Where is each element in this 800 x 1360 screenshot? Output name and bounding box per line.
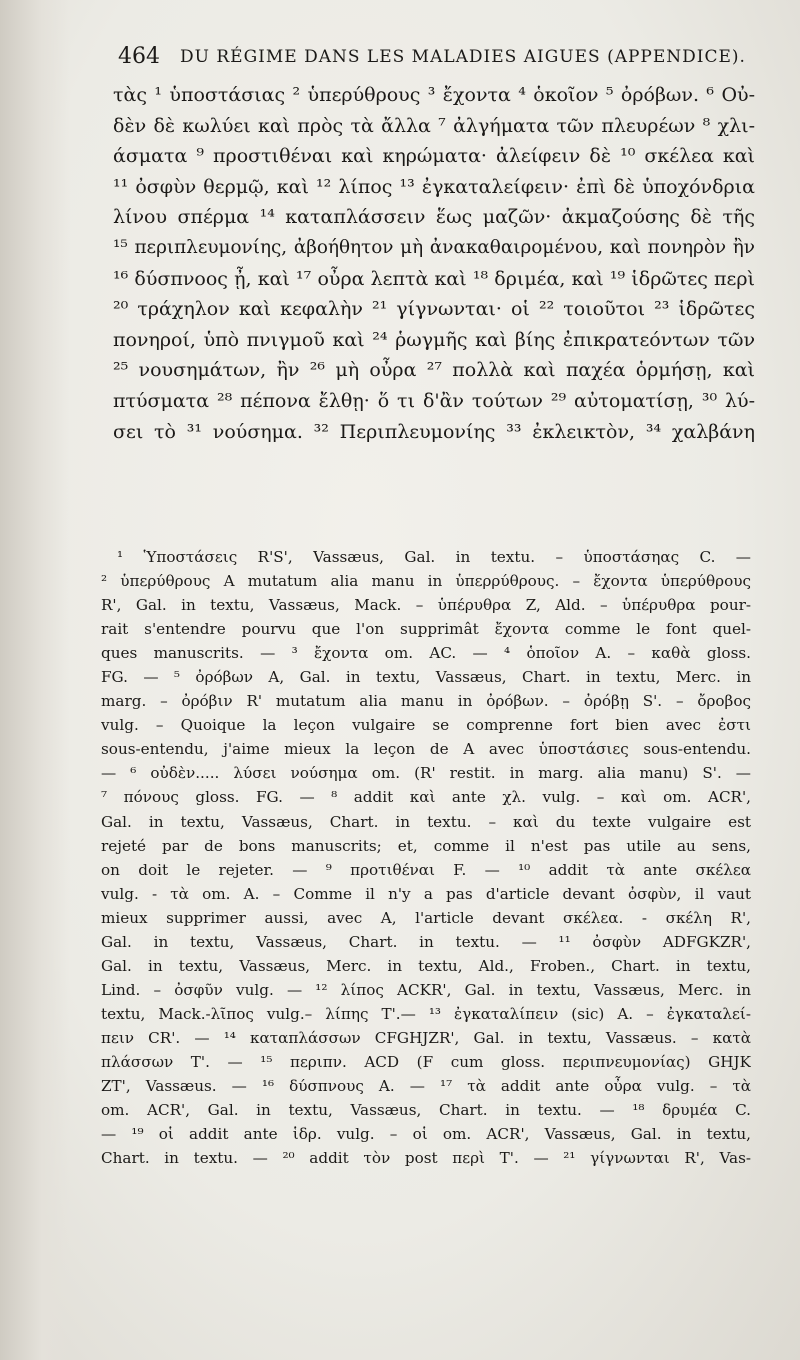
page-gutter-shadow [0, 0, 70, 1360]
greek-text-line: σει τὸ ³¹ νούσημα. ³² Περιπλευμονίης ³³ ἐκλεικτὸν, ³⁴ χαλβάνη [113, 420, 755, 443]
page-number: 464 [118, 44, 160, 69]
footnote-line: Gal. in textu, Vassæus, Chart. in textu. — ¹¹ ὀσφὺν ADFGKZR', [101, 932, 751, 951]
greek-text-line: ²⁰ τράχηλον καὶ κεφαλὴν ²¹ γίγνωνται· οἱ ²² τοιοῦτοι ²³ ἱδρῶτες [113, 298, 755, 321]
greek-text-line: λίνου σπέρμα ¹⁴ καταπλάσσειν ἕως μαζῶν· ἀκμαζούσης δὲ τῆς [113, 206, 755, 229]
footnote-line: ² ὑπερύθρους A mutatum alia manu in ὑπερρύθρους. – ἔχοντα ὑπερύθρους [101, 572, 751, 591]
footnote-line: vulg. - τὰ om. A. – Comme il n'y a pas d'article devant ὀσφὺν, il vaut [101, 884, 751, 903]
footnote-line: on doit le rejeter. — ⁹ προτιθέναι F. — ¹⁰ addit τὰ ante σκέλεα [101, 860, 751, 879]
footnote-line: rait s'entendre pourvu que l'on supprimât ἔχοντα comme le font quel- [101, 620, 751, 639]
greek-text-line: άσματα ⁹ προστιθέναι καὶ κηρώματα· ἀλείφειν δὲ ¹⁰ σκέλεα καὶ [113, 145, 755, 168]
footnote-line: ZT', Vassæus. — ¹⁶ δύσπνους A. — ¹⁷ τὰ addit ante οὖρα vulg. – τὰ [101, 1077, 751, 1096]
running-header [118, 44, 746, 74]
footnote-line: — ⁶ οὐδὲν..... λύσει νούσημα om. (R' restit. in marg. alia manu) S'. — [101, 764, 751, 783]
greek-text-line: δὲν δὲ κωλύει καὶ πρὸς τὰ ἄλλα ⁷ ἀλγήματα τῶν πλευρέων ⁸ χλι- [113, 114, 755, 137]
greek-text-line: ¹⁶ δύσπνοος ᾖ, καὶ ¹⁷ οὖρα λεπτὰ καὶ ¹⁸ δριμέα, καὶ ¹⁹ ἱδρῶτες περὶ [113, 267, 755, 290]
greek-text-line: ²⁵ νουσημάτων, ἢν ²⁶ μὴ οὖρα ²⁷ πολλὰ καὶ παχέα ὁρμήσῃ, καὶ [113, 359, 755, 382]
footnote-line: ⁷ πόνους gloss. FG. — ⁸ addit καὶ ante χλ. vulg. – καὶ om. ACR', [101, 788, 751, 807]
running-title: DU RÉGIME DANS LES MALADIES AIGUES (APPENDICE). [180, 47, 746, 67]
footnote-line: vulg. – Quoique la leçon vulgaire se comprenne fort bien avec ἐστι [101, 716, 751, 735]
footnote-line: Lind. – ὀσφῦν vulg. — ¹² λίπος ACKR', Gal. in textu, Vassæus, Merc. in [101, 980, 751, 999]
greek-text-line: ¹¹ ὀσφὺν θερμῷ, καὶ ¹² λίπος ¹³ ἐγκαταλείφειν· ἐπὶ δὲ ὑποχόνδρια [113, 175, 755, 198]
footnote-line: Gal. in textu, Vassæus, Merc. in textu, Ald., Froben., Chart. in textu, [101, 956, 751, 975]
footnote-line: Gal. in textu, Vassæus, Chart. in textu. – καὶ du texte vulgaire est [101, 812, 751, 831]
greek-text-line: πτύσματα ²⁸ πέπονα ἔλθῃ· ὅ τι δ'ἂν τούτων ²⁹ αὐτοματίσῃ, ³⁰ λύ- [113, 389, 755, 412]
footnote-line: FG. — ⁵ ὀρόβων A, Gal. in textu, Vassæus, Chart. in textu, Merc. in [101, 668, 751, 687]
footnote-line: marg. – ὀρόβιν R' mutatum alia manu in ὀρόβων. – ὀρόβῃ S'. – ὄροβος [101, 692, 751, 711]
footnote-line: rejeté par de bons manuscrits; et, comme il n'est pas utile au sens, [101, 836, 751, 855]
footnote-line: textu, Mack.-λῖπος vulg.– λίπης T'.— ¹³ ἐγκαταλίπειν (sic) A. – ἐγκαταλεί- [101, 1004, 751, 1023]
greek-text-line: πονηροί, ὑπὸ πνιγμοῦ καὶ ²⁴ ῥωγμῆς καὶ βίης ἐπικρατεόντων τῶν [113, 328, 755, 351]
footnote-line: ¹ Ὑποστάσεις R'S', Vassæus, Gal. in textu. – ὑποστάσηας C. — [117, 548, 751, 566]
footnote-line: πλάσσων T'. — ¹⁵ περιπν. ACD (F cum gloss. περιπνευμονίας) GHJK [101, 1052, 751, 1071]
footnote-line: om. ACR', Gal. in textu, Vassæus, Chart. in textu. — ¹⁸ δρυμέα C. [101, 1101, 751, 1120]
footnote-line: sous-entendu, j'aime mieux la leçon de A avec ὑποστάσιες sous-entendu. [101, 740, 751, 759]
footnote-line: πειν CR'. — ¹⁴ καταπλάσσων CFGHJZR', Gal. in textu, Vassæus. – κατὰ [101, 1028, 751, 1047]
footnote-line: — ¹⁹ οἱ addit ante ἱδρ. vulg. – οἱ om. ACR', Vassæus, Gal. in textu, [101, 1125, 751, 1144]
greek-text-line: ¹⁵ περιπλευμονίης, ἀβοήθητον μὴ ἀνακαθαιρομένου, καὶ πονηρὸν ἢν [113, 236, 755, 258]
greek-main-text [113, 80, 755, 447]
footnote-line: ques manuscrits. — ³ ἔχοντα om. AC. — ⁴ ὁποῖον A. – καθὰ gloss. [101, 644, 751, 663]
footnote-line: mieux supprimer aussi, avec A, l'article devant σκέλεα. - σκέλη R', [101, 908, 751, 927]
footnotes [101, 545, 751, 1170]
footnote-line: R', Gal. in textu, Vassæus, Mack. – ὑπέρυθρα Z, Ald. – ὑπέρυθρα pour- [101, 596, 751, 615]
greek-text-line: τὰς ¹ ὑποστάσιας ² ὑπερύθρους ³ ἔχοντα ⁴ ὁκοῖον ⁵ ὀρόβων. ⁶ Οὐ- [113, 84, 755, 106]
footnote-line: Chart. in textu. — ²⁰ addit τὸν post περὶ T'. — ²¹ γίγνωνται R', Vas- [101, 1149, 751, 1168]
